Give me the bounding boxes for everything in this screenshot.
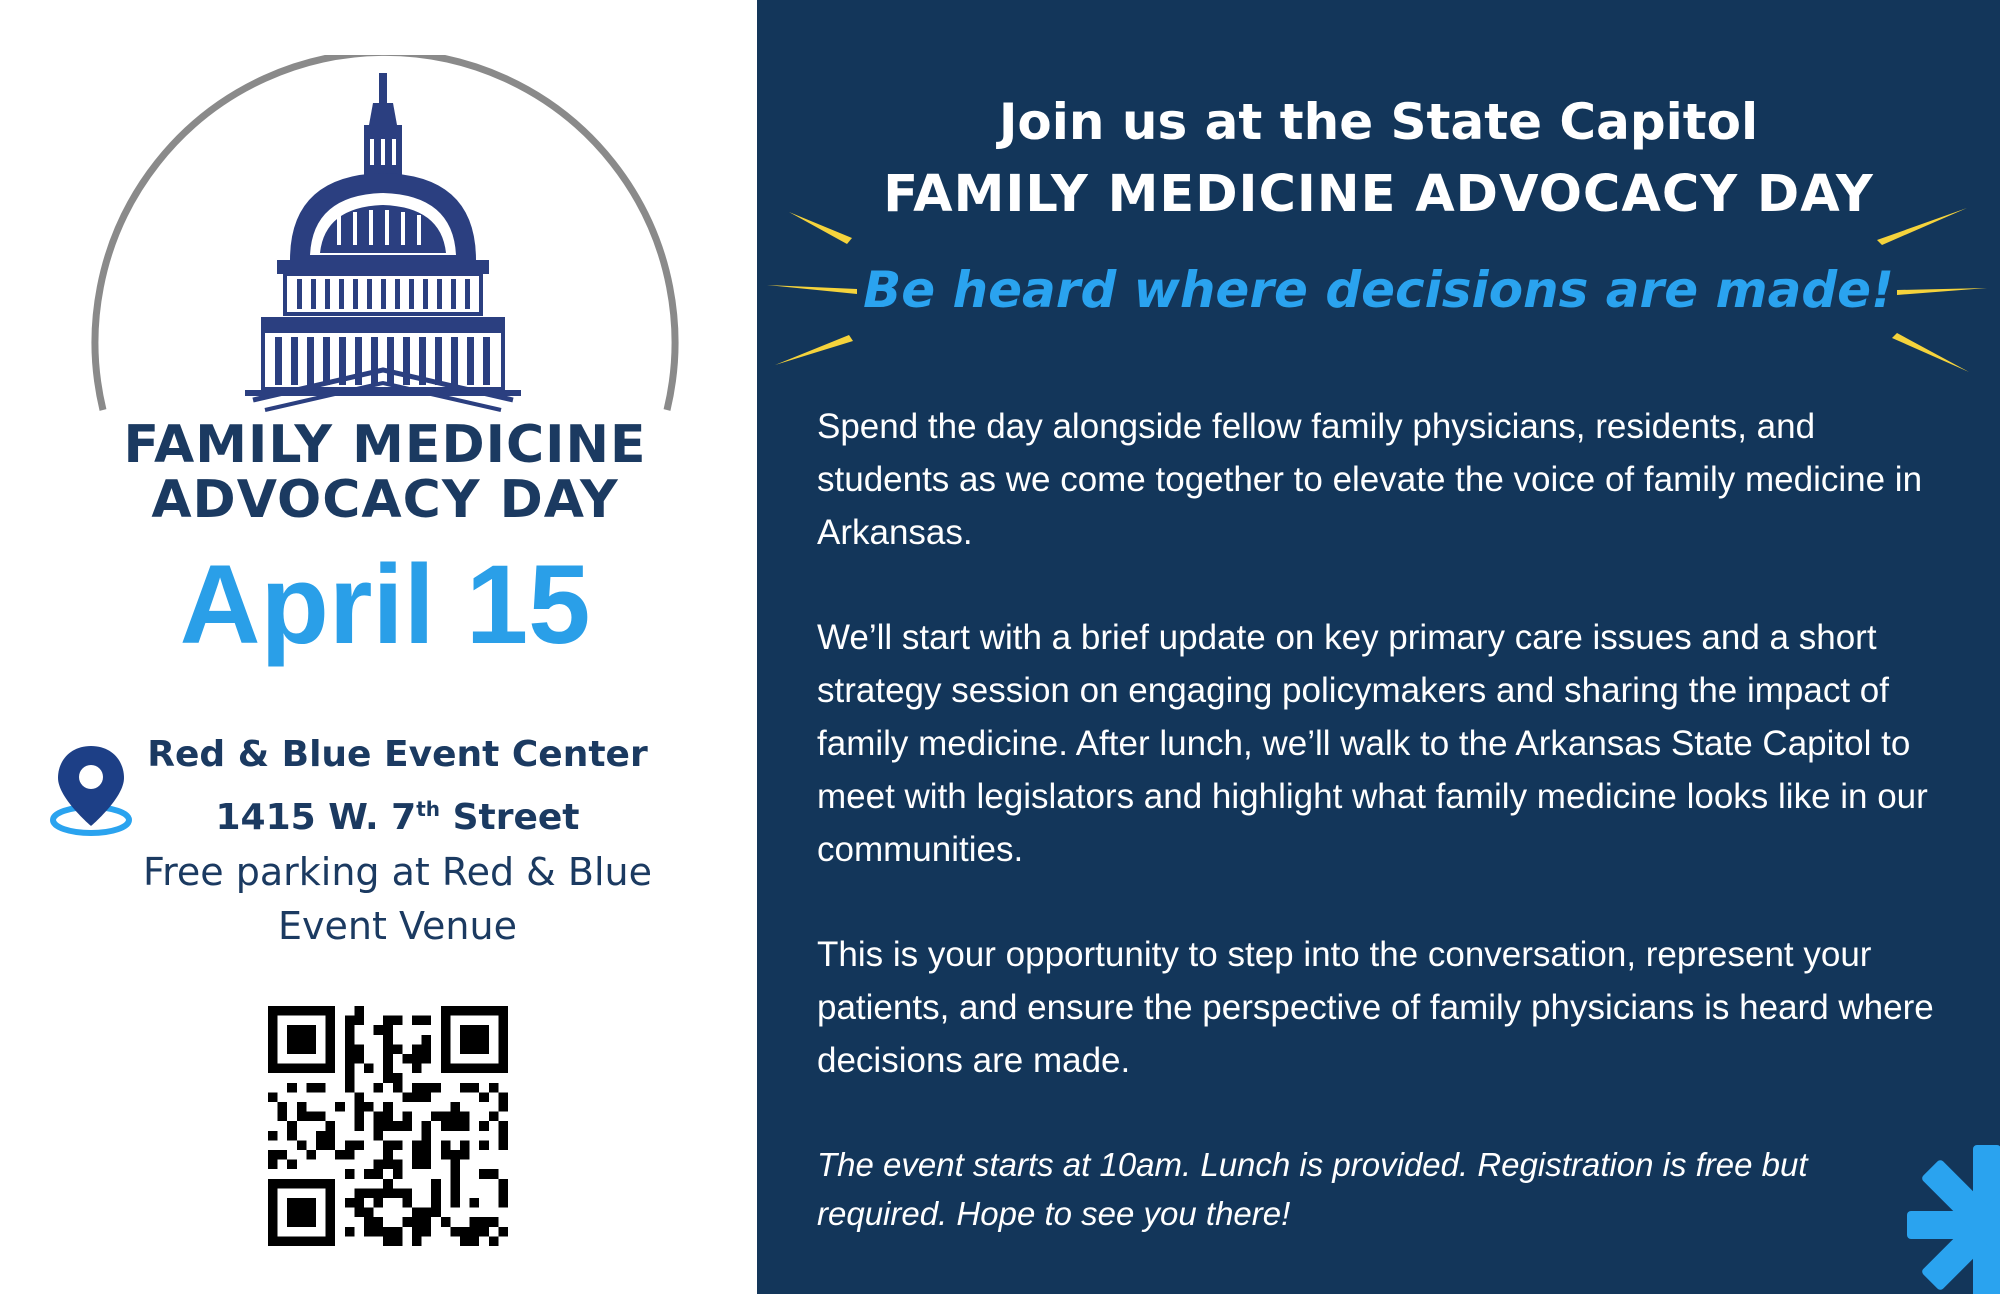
- address-number: 1415 W. 7: [215, 797, 417, 838]
- parking-info: Free parking at Red & Blue Event Venue: [143, 850, 652, 948]
- advocacy-day-logo: [85, 55, 685, 530]
- description-paragraph-1: Spend the day alongside fellow family physicians, residents, and students as we come together to elevate the voice of family medicine in Arkansas.: [817, 407, 1923, 552]
- event-date: April 15: [179, 542, 591, 667]
- invitation-panel: [757, 0, 2000, 1294]
- venue-info: [120, 728, 675, 953]
- event-footnote: The event starts at 10am. Lunch is provided. Registration is free but required. Hope to see you there!: [817, 1146, 1808, 1232]
- tagline: Be heard where decisions are made!: [863, 261, 1894, 319]
- address-ordinal: th: [416, 797, 441, 821]
- address-street: Street: [440, 797, 580, 838]
- logo-title-line1: FAMILY MEDICINE: [123, 415, 647, 475]
- event-description: [817, 400, 1937, 1139]
- event-details-panel: [0, 0, 757, 1294]
- heading-event-title: FAMILY MEDICINE ADVOCACY DAY: [883, 165, 1874, 224]
- description-paragraph-3: This is your opportunity to step into the conversation, represent your patients, and ensure the perspective of family physicians is heard where decisions are made.: [817, 935, 1934, 1080]
- description-paragraph-2: We’ll start with a brief update on key primary care issues and a short strategy session on engaging policymakers and sharing the impact of family medicine. After lunch, we’ll walk to the Arkansas State Capitol to meet with legislators and highlight what family medicine looks like in our communities.: [817, 618, 1928, 869]
- logo-title-line2: ADVOCACY DAY: [151, 470, 619, 530]
- venue-address: [120, 782, 675, 845]
- qr-code-icon[interactable]: [268, 1006, 508, 1246]
- heading-join-us: Join us at the State Capitol: [998, 93, 1759, 151]
- asterisk-decoration: [1897, 1135, 2000, 1294]
- venue-name: Red & Blue Event Center: [147, 734, 648, 775]
